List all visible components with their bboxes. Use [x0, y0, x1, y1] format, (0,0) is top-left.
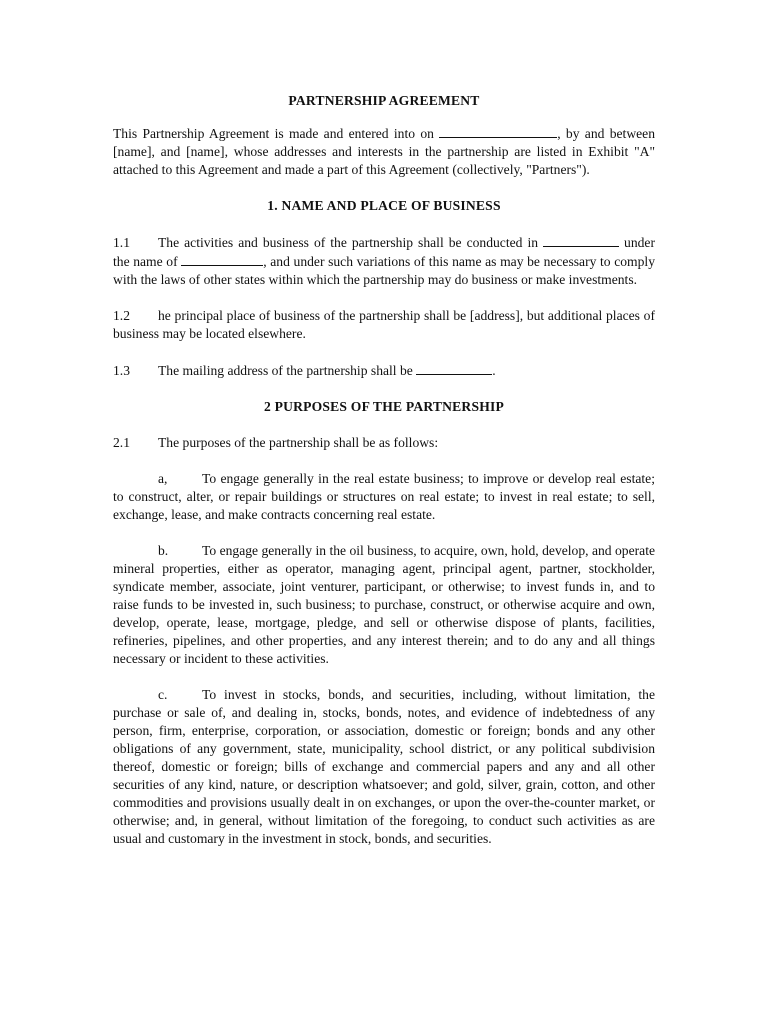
purpose-item-c: [113, 686, 655, 848]
section-1-heading: 1. NAME AND PLACE OF BUSINESS: [267, 198, 501, 213]
clause-number: 2.1: [113, 435, 130, 450]
item-text: To invest in stocks, bonds, and securities, including, without limitation, the purchase or sale of, and dealing in, stocks, bonds, notes, and evidence of indebtedness of any person, firm, enterprise, corporation, or association, domestic or foreign; bonds and any other obligations of any government, state, municipality, school district, or any political subdivision thereof, domestic or foreign; bills of exchange and commercial papers and any and all other securities of any kind, nature, or description whatsoever; and gold, silver, grain, cotton, and other commodities and provisions usually dealt in on exchanges, or upon the over-the-counter market, or otherwise; and, in general, without limitation of the foregoing, to conduct such activities as are usual and customary in the investment in stock, bonds, and securities.: [113, 687, 655, 846]
purpose-item-b: [113, 542, 655, 668]
clause-1-2: [113, 307, 655, 343]
item-label: c.: [158, 687, 168, 702]
document-page: [113, 92, 655, 866]
item-label: b.: [158, 543, 169, 558]
section-2-heading: 2 PURPOSES OF THE PARTNERSHIP: [264, 399, 504, 414]
date-blank: [439, 124, 557, 138]
clause-text: under the name of: [113, 235, 655, 269]
mailing-address-blank: [416, 361, 492, 375]
clause-text: The activities and business of the partnership shall be conducted in: [158, 235, 544, 250]
clause-1-3: [113, 361, 655, 380]
item-text: To engage generally in the oil business, to acquire, own, hold, develop, and operate mineral properties, either as operator, managing agent, principal agent, partner, stockholder, syndicate member, associate, joint venturer, participant, or otherwise; to invest funds in, and to raise funds to be invested in, such business; to purchase, construct, or otherwise acquire and own, develop, operate, lease, mortgage, pledge, and sell or otherwise dispose of plants, facilities, refineries, pipelines, and other properties, and any interest therein; and to do any and all things necessary or incident to these activities.: [113, 543, 655, 666]
location-blank: [543, 233, 619, 247]
clause-text: The mailing address of the partnership shall be: [158, 363, 417, 378]
clause-number: 1.3: [113, 363, 130, 378]
document-title: PARTNERSHIP AGREEMENT: [288, 93, 480, 108]
clause-text: he principal place of business of the partnership shall be [address], but additional places of business may be located elsewhere.: [113, 308, 655, 341]
clause-text: The purposes of the partnership shall be as follows:: [158, 435, 439, 450]
intro-text-before: This Partnership Agreement is made and entered into on: [113, 126, 440, 141]
clause-number: 1.1: [113, 235, 130, 250]
clause-text: , and under such variations of this name as may be necessary to comply with the laws of other states within which the partnership may do business or make investments.: [113, 254, 655, 287]
clause-1-1: [113, 233, 655, 289]
intro-text-after: , by and between [name], and [name], whose addresses and interests in the partnership are listed in Exhibit "A" attached to this Agreement and made a part of this Agreement (collectively, "Partners").: [113, 126, 655, 177]
item-label: a,: [158, 471, 168, 486]
intro-paragraph: [113, 124, 655, 179]
item-text: To engage generally in the real estate business; to improve or develop real estate; to construct, alter, or repair buildings or structures on real estate; to invest in real estate; to sell, exchange, lease, and make contracts concerning real estate.: [113, 471, 655, 522]
clause-number: 1.2: [113, 308, 130, 323]
clause-text: .: [492, 363, 496, 378]
name-blank: [181, 252, 263, 266]
clause-2-1: [113, 434, 655, 452]
purpose-item-a: [113, 470, 655, 524]
